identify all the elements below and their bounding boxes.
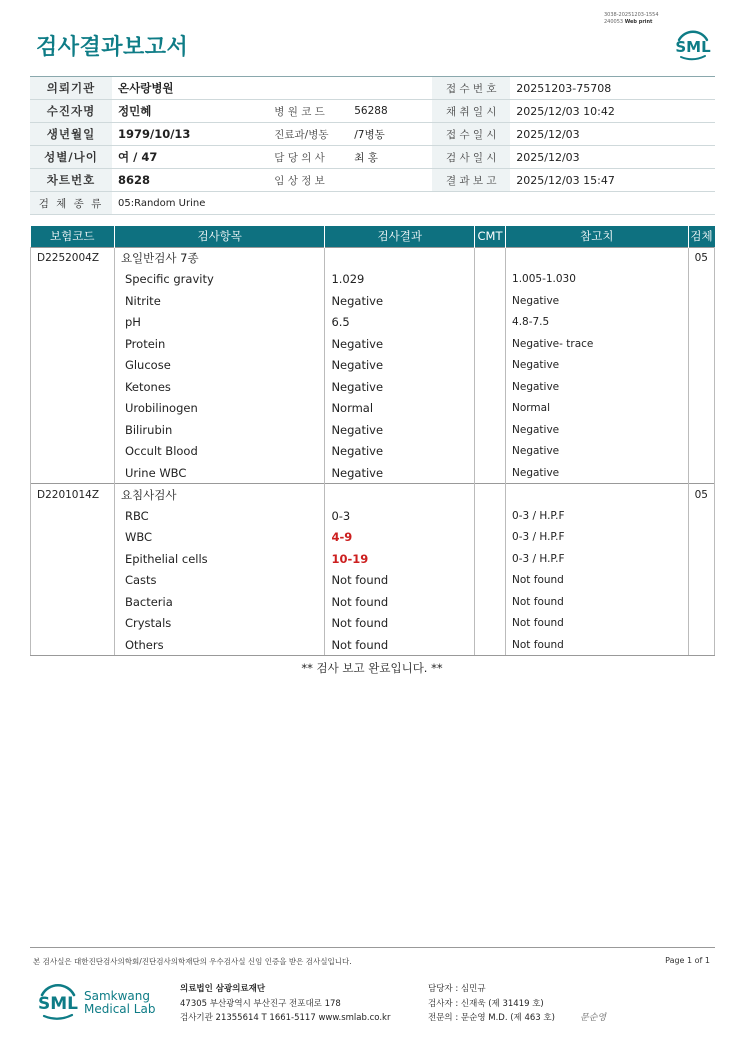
col-header-code: 보험코드 xyxy=(31,226,115,247)
patient-info-table xyxy=(30,76,715,215)
info-label-3: 결 과 보 고 xyxy=(432,169,510,192)
result-item-name: Urine WBC xyxy=(114,462,324,484)
result-code-empty xyxy=(31,376,115,398)
info-label-3: 접 수 번 호 xyxy=(432,77,510,100)
result-row xyxy=(31,613,715,635)
info-value: 정민혜 xyxy=(112,100,268,123)
result-value: Negative xyxy=(325,441,475,463)
result-cmt xyxy=(475,419,506,441)
col-header-cmt: CMT xyxy=(475,226,506,247)
result-cmt xyxy=(475,269,506,291)
result-row xyxy=(31,376,715,398)
reference-range: Negative xyxy=(506,290,689,312)
print-code xyxy=(604,12,659,26)
result-value: 1.029 xyxy=(325,269,475,291)
result-specimen-empty xyxy=(688,548,714,570)
result-item-name: Casts xyxy=(114,570,324,592)
result-code-empty xyxy=(31,548,115,570)
result-code-empty xyxy=(31,441,115,463)
info-value-2 xyxy=(348,169,432,192)
result-specimen-empty xyxy=(688,355,714,377)
result-value: Negative xyxy=(325,290,475,312)
reference-range: 0-3 / H.P.F xyxy=(506,527,689,549)
info-label: 의뢰기관 xyxy=(30,77,112,100)
result-value: Normal xyxy=(325,398,475,420)
reference-range: 4.8-7.5 xyxy=(506,312,689,334)
result-row xyxy=(31,290,715,312)
result-row xyxy=(31,355,715,377)
result-value: Not found xyxy=(325,613,475,635)
result-cmt xyxy=(475,613,506,635)
result-value: Not found xyxy=(325,634,475,656)
result-specimen-empty xyxy=(688,398,714,420)
group-result-empty xyxy=(325,247,475,269)
abnormal-result-value: 4-9 xyxy=(325,527,475,549)
info-value: 8628 xyxy=(112,169,268,192)
page-number: Page 1 of 1 xyxy=(665,956,710,965)
result-item-name: Nitrite xyxy=(114,290,324,312)
foundation-address: 47305 부산광역시 부산진구 전포대로 178 xyxy=(180,998,341,1009)
result-code-empty xyxy=(31,290,115,312)
result-item-name: Others xyxy=(114,634,324,656)
logo-text: SML xyxy=(675,38,711,56)
info-value-2: 56288 xyxy=(348,100,432,123)
result-cmt xyxy=(475,527,506,549)
result-code-empty xyxy=(31,355,115,377)
result-row xyxy=(31,570,715,592)
result-item-name: Glucose xyxy=(114,355,324,377)
foundation-info xyxy=(180,982,390,1026)
result-row xyxy=(31,419,715,441)
page-title: 검사결과보고서 xyxy=(36,35,189,60)
info-value-3: 2025/12/03 xyxy=(510,146,715,169)
result-value: Negative xyxy=(325,419,475,441)
lab-name xyxy=(84,990,155,1016)
result-specimen-empty xyxy=(688,527,714,549)
result-item-name: Crystals xyxy=(114,613,324,635)
patient-info-row xyxy=(30,77,715,100)
result-value: 0-3 xyxy=(325,505,475,527)
web-print-label: Web print xyxy=(624,19,653,25)
result-cmt xyxy=(475,505,506,527)
result-specimen-empty xyxy=(688,333,714,355)
info-label-2 xyxy=(268,77,348,100)
sml-logo-bottom-icon xyxy=(36,980,80,1024)
result-row xyxy=(31,634,715,656)
reference-range: Negative xyxy=(506,462,689,484)
result-code-empty xyxy=(31,634,115,656)
result-code-empty xyxy=(31,505,115,527)
info-value-3: 20251203-75708 xyxy=(510,77,715,100)
result-value: Negative xyxy=(325,355,475,377)
group-code: D2201014Z xyxy=(31,484,115,506)
certification-note: 본 검사실은 대한진단검사의학회/진단검사의학재단의 우수검사실 신임 인증을 받은 검사실입니다. xyxy=(33,957,352,966)
info-label-2: 임 상 정 보 xyxy=(268,169,348,192)
result-specimen-empty xyxy=(688,591,714,613)
result-code-empty xyxy=(31,419,115,441)
group-cmt-empty xyxy=(475,247,506,269)
lab-name-line1: Samkwang xyxy=(84,989,150,1003)
result-cmt xyxy=(475,333,506,355)
result-cmt xyxy=(475,548,506,570)
reference-range: Negative xyxy=(506,441,689,463)
group-specimen: 05 xyxy=(688,484,714,506)
reference-range: Not found xyxy=(506,634,689,656)
info-value: 1979/10/13 xyxy=(112,123,268,146)
reference-range: Negative xyxy=(506,376,689,398)
patient-info-row xyxy=(30,100,715,123)
col-header-reference: 참고치 xyxy=(506,226,689,247)
result-item-name: Ketones xyxy=(114,376,324,398)
info-value-3: 2025/12/03 xyxy=(510,123,715,146)
footer-divider xyxy=(30,947,715,948)
col-header-result: 검사결과 xyxy=(325,226,475,247)
group-code: D2252004Z xyxy=(31,247,115,269)
patient-info-row xyxy=(30,169,715,192)
result-code-empty xyxy=(31,333,115,355)
result-code-empty xyxy=(31,462,115,484)
reference-range: Negative xyxy=(506,419,689,441)
result-specimen-empty xyxy=(688,505,714,527)
result-row xyxy=(31,527,715,549)
result-row xyxy=(31,398,715,420)
result-item-name: RBC xyxy=(114,505,324,527)
result-cmt xyxy=(475,376,506,398)
specimen-label: 검 체 종 류 xyxy=(30,192,112,215)
result-item-name: Specific gravity xyxy=(114,269,324,291)
result-cmt xyxy=(475,441,506,463)
result-item-name: Epithelial cells xyxy=(114,548,324,570)
lab-name-line2: Medical Lab xyxy=(84,1002,156,1016)
group-result-empty xyxy=(325,484,475,506)
sml-logo-icon xyxy=(674,26,712,64)
info-value-2: /7병동 xyxy=(348,123,432,146)
group-ref-empty xyxy=(506,247,689,269)
result-specimen-empty xyxy=(688,634,714,656)
result-cmt xyxy=(475,634,506,656)
reference-range: Negative- trace xyxy=(506,333,689,355)
result-specimen-empty xyxy=(688,269,714,291)
results-header-row xyxy=(31,226,715,247)
abnormal-result-value: 10-19 xyxy=(325,548,475,570)
reference-range: 0-3 / H.P.F xyxy=(506,548,689,570)
reference-range: Negative xyxy=(506,355,689,377)
result-cmt xyxy=(475,398,506,420)
logo-bottom-text: SML xyxy=(38,994,78,1014)
info-value-3: 2025/12/03 10:42 xyxy=(510,100,715,123)
reference-range: Normal xyxy=(506,398,689,420)
result-item-name: Bacteria xyxy=(114,591,324,613)
info-value: 온사랑병원 xyxy=(112,77,268,100)
reference-range: Not found xyxy=(506,591,689,613)
result-value: Negative xyxy=(325,376,475,398)
reference-range: Not found xyxy=(506,613,689,635)
result-code-empty xyxy=(31,591,115,613)
result-value: Negative xyxy=(325,462,475,484)
staff-info xyxy=(428,982,555,1026)
group-ref-empty xyxy=(506,484,689,506)
reference-range: 0-3 / H.P.F xyxy=(506,505,689,527)
result-group-row xyxy=(31,247,715,269)
result-row xyxy=(31,548,715,570)
patient-info-row xyxy=(30,123,715,146)
group-name: 요일반검사 7종 xyxy=(114,247,324,269)
info-label: 차트번호 xyxy=(30,169,112,192)
info-value-2: 최 홍 xyxy=(348,146,432,169)
result-code-empty xyxy=(31,527,115,549)
col-header-item: 검사항목 xyxy=(114,226,324,247)
result-cmt xyxy=(475,290,506,312)
reference-range: 1.005-1.030 xyxy=(506,269,689,291)
result-item-name: Bilirubin xyxy=(114,419,324,441)
specialist-signature: 문순영 xyxy=(580,1013,607,1023)
result-specimen-empty xyxy=(688,613,714,635)
result-row xyxy=(31,462,715,484)
result-cmt xyxy=(475,591,506,613)
result-specimen-empty xyxy=(688,290,714,312)
result-code-empty xyxy=(31,269,115,291)
result-specimen-empty xyxy=(688,462,714,484)
result-cmt xyxy=(475,462,506,484)
result-group-row xyxy=(31,484,715,506)
result-cmt xyxy=(475,312,506,334)
specimen-value: 05:Random Urine xyxy=(112,192,715,215)
group-cmt-empty xyxy=(475,484,506,506)
result-specimen-empty xyxy=(688,312,714,334)
info-value-2 xyxy=(348,77,432,100)
info-label: 성별/나이 xyxy=(30,146,112,169)
result-row xyxy=(31,591,715,613)
results-table xyxy=(30,226,715,656)
group-name: 요침사검사 xyxy=(114,484,324,506)
info-value-3: 2025/12/03 15:47 xyxy=(510,169,715,192)
col-header-specimen: 검체 xyxy=(688,226,714,247)
info-label-3: 검 사 일 시 xyxy=(432,146,510,169)
result-code-empty xyxy=(31,312,115,334)
report-complete-note: ** 검사 보고 완료입니다. ** xyxy=(301,661,443,675)
result-specimen-empty xyxy=(688,441,714,463)
result-item-name: Occult Blood xyxy=(114,441,324,463)
group-specimen: 05 xyxy=(688,247,714,269)
info-value: 여 / 47 xyxy=(112,146,268,169)
result-code-empty xyxy=(31,570,115,592)
result-row xyxy=(31,441,715,463)
info-label-2: 진료과/병동 xyxy=(268,123,348,146)
info-label-2: 담 당 의 사 xyxy=(268,146,348,169)
result-cmt xyxy=(475,355,506,377)
result-specimen-empty xyxy=(688,419,714,441)
print-code-line1: 3038-20251203-1554 xyxy=(604,12,659,18)
result-row xyxy=(31,312,715,334)
info-label: 수진자명 xyxy=(30,100,112,123)
result-row xyxy=(31,269,715,291)
reference-range: Not found xyxy=(506,570,689,592)
result-value: Not found xyxy=(325,591,475,613)
result-item-name: Urobilinogen xyxy=(114,398,324,420)
foundation-name: 의료법인 삼광의료재단 xyxy=(180,984,266,994)
staff-manager: 담당자 : 심민규 xyxy=(428,984,486,994)
result-row xyxy=(31,333,715,355)
staff-specialist: 전문의 : 문순영 M.D. (제 463 호) xyxy=(428,1013,555,1023)
result-row xyxy=(31,505,715,527)
foundation-contact: 검사기관 21355614 T 1661-5117 www.smlab.co.kr xyxy=(180,1013,391,1023)
staff-tester: 검사자 : 신재욱 (제 31419 호) xyxy=(428,998,544,1009)
result-value: 6.5 xyxy=(325,312,475,334)
info-label-2: 병 원 코 드 xyxy=(268,100,348,123)
patient-info-row xyxy=(30,146,715,169)
result-value: Negative xyxy=(325,333,475,355)
result-value: Not found xyxy=(325,570,475,592)
info-label-3: 채 취 일 시 xyxy=(432,100,510,123)
result-specimen-empty xyxy=(688,376,714,398)
result-code-empty xyxy=(31,398,115,420)
result-code-empty xyxy=(31,613,115,635)
result-specimen-empty xyxy=(688,570,714,592)
info-label: 생년월일 xyxy=(30,123,112,146)
result-cmt xyxy=(475,570,506,592)
result-item-name: pH xyxy=(114,312,324,334)
result-item-name: Protein xyxy=(114,333,324,355)
print-code-line2: 240053 xyxy=(604,19,624,25)
result-item-name: WBC xyxy=(114,527,324,549)
specimen-row xyxy=(30,192,715,215)
info-label-3: 접 수 일 시 xyxy=(432,123,510,146)
